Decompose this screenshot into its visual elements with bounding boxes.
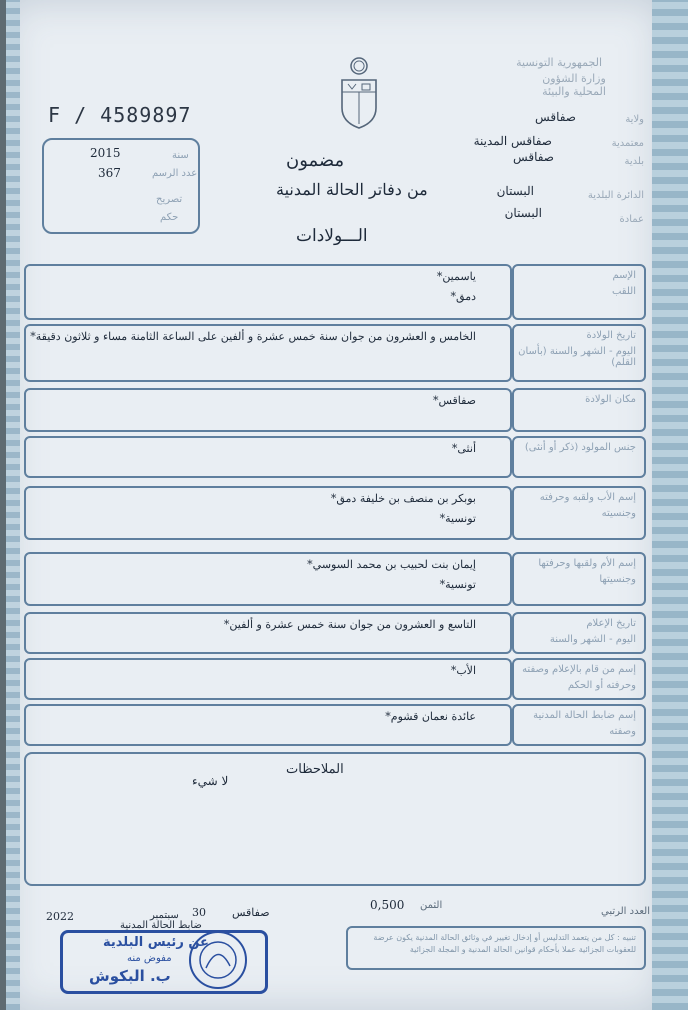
field-value-secondary: تونسية* xyxy=(439,512,476,525)
field-label: إسم من قام بالإعلام وصفته xyxy=(522,664,636,675)
district-value: البستان xyxy=(496,184,534,198)
field-label-secondary: وجنسيتها xyxy=(599,574,636,585)
district-label: الدائرة البلدية xyxy=(587,190,644,201)
field-label-secondary: اليوم - الشهر والسنة (بأسان القلم) xyxy=(518,346,636,368)
field-value: الخامس و العشرون من جوان سنة خمس عشرة و ألفين على الساعة الثامنة مساء و ثلاثون دقيقة* xyxy=(30,330,476,343)
field-label: جنس المولود (ذكر أو أنثى) xyxy=(524,442,636,453)
field-label: إسم الأم ولقبها وحرفتها xyxy=(538,558,636,569)
field-value: بوبكر بن منصف بن خليفة دمق* xyxy=(330,492,476,505)
field-label: الإسم xyxy=(612,270,636,281)
field-value-box xyxy=(24,658,512,700)
register-act-number: 367 xyxy=(98,166,121,180)
price-value: 0,500 xyxy=(370,898,405,912)
register-year-label: سنة xyxy=(172,150,189,161)
round-seal-icon xyxy=(186,928,250,992)
field-value-secondary: تونسية* xyxy=(439,578,476,591)
field-label: تاريخ الولادة xyxy=(586,330,636,341)
left-border-pattern xyxy=(6,0,20,1010)
field-value: ياسمين* xyxy=(436,270,476,283)
notice-text: تنبيه : كل من يتعمد التدليس أو إدخال تغيير في وثائق الحالة المدنية يكون عرضة للعقوبات الجزائية عملا بأحكام قوانين الحالة المدنية و المجلة الجزائية xyxy=(373,933,636,954)
municipality-value: صفاقس xyxy=(513,150,554,164)
field-value: عائدة نعمان قشوم* xyxy=(385,710,476,723)
municipality-label: بلدية xyxy=(624,156,644,167)
field-label-secondary: وجنسيته xyxy=(601,508,636,519)
register-judgment-label: حكم xyxy=(160,212,179,223)
document-number: F / 4589897 xyxy=(48,103,192,127)
field-value: أنثى* xyxy=(451,442,476,455)
field-label-secondary: وحرفته أو الحكم xyxy=(567,680,636,691)
republic-text: الجمهورية التونسية xyxy=(516,56,602,69)
field-label: إسم ضابط الحالة المدنية xyxy=(533,710,636,721)
field-label-secondary: اليوم - الشهر والسنة xyxy=(549,634,636,645)
issue-day: 30 xyxy=(192,906,206,919)
state-label: ولاية xyxy=(625,114,644,125)
field-label-secondary: وصفته xyxy=(609,726,636,737)
delegation-value: صفاقس المدينة xyxy=(473,134,552,148)
register-decl-label: تصريح xyxy=(156,194,183,205)
field-value-box xyxy=(24,436,512,478)
tunisia-emblem-icon xyxy=(336,56,382,130)
field-label: إسم الأب ولقبه وحرفته xyxy=(539,492,636,503)
sector-value: البستان xyxy=(504,206,542,220)
field-label: تاريخ الإعلام xyxy=(586,618,636,629)
issue-place: صفاقس xyxy=(232,906,270,919)
certificate-paper xyxy=(6,0,662,1010)
right-border-pattern xyxy=(652,0,688,1010)
delegation-label: معتمدية xyxy=(611,138,644,149)
title-line3: الـــولادات xyxy=(296,226,368,246)
officer-label: ضابط الحالة المدنية xyxy=(120,920,202,931)
price-label: الثمن xyxy=(420,900,443,911)
serial-label: العدد الرتبي xyxy=(600,906,650,917)
remarks-value: لا شيء xyxy=(192,774,229,788)
ministry-text: وزارة الشؤون المحلية والبيئة xyxy=(542,72,606,98)
stamp-line2: مفوض منه xyxy=(127,953,172,964)
sector-label: عمادة xyxy=(619,214,644,225)
field-value: التاسع و العشرون من جوان سنة خمس عشرة و ألفين* xyxy=(223,618,476,631)
stamp-line1: عن رئيس البلدية xyxy=(103,935,209,950)
stamp-line3: ب. البكوش xyxy=(89,967,171,985)
register-act-label: عدد الرسم xyxy=(152,168,198,179)
field-value: إيمان بنت لحبيب بن محمد السوسي* xyxy=(307,558,476,571)
issue-year: 2022 xyxy=(46,910,74,923)
state-value: صفاقس xyxy=(535,110,576,124)
remarks-label: الملاحظات xyxy=(286,762,344,777)
field-label: مكان الولادة xyxy=(585,394,636,405)
field-value: صفاقس* xyxy=(432,394,476,407)
field-value: الأب* xyxy=(450,664,476,677)
title-line2: من دفاتر الحالة المدنية xyxy=(276,180,428,199)
title-line1: مضمون xyxy=(286,150,345,171)
issue-month: سبتمبر xyxy=(150,910,179,921)
register-year: 2015 xyxy=(90,146,121,160)
field-label-secondary: اللقب xyxy=(611,286,636,297)
field-value-secondary: دمق* xyxy=(450,290,476,303)
